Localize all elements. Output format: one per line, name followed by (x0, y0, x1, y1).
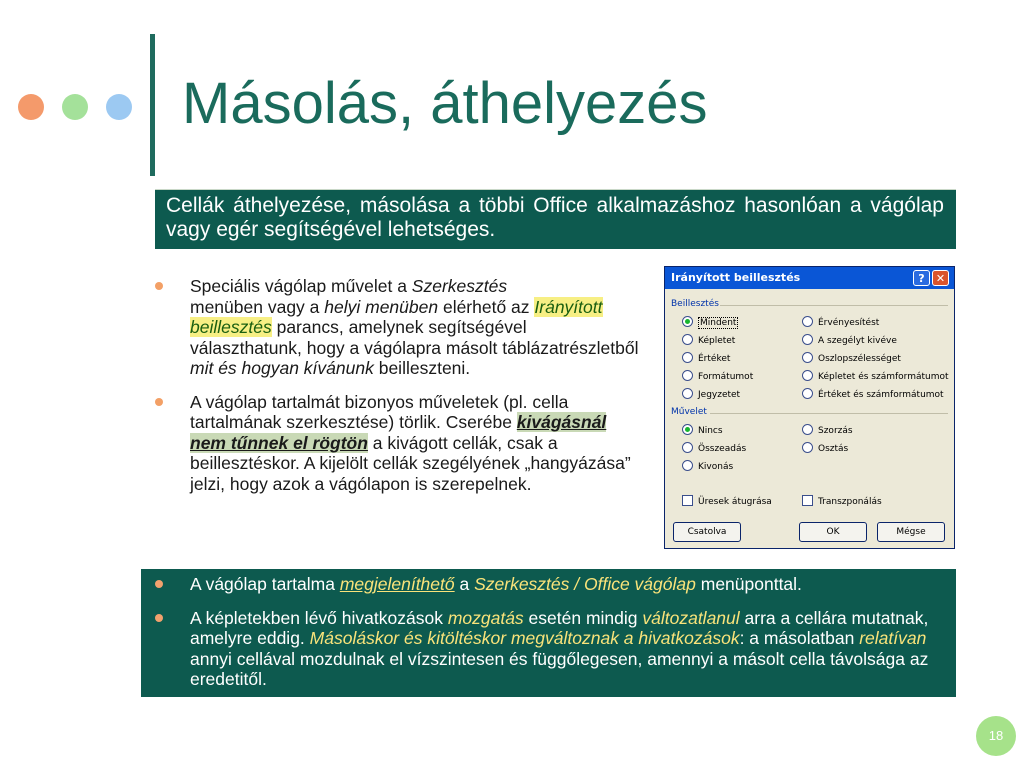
radio-op-multiply[interactable]: Szorzás (802, 424, 853, 436)
list-item: Speciális vágólap művelet a Szerkesztés menüben vagy a helyi menüben elérhető az Irányított beillesztés parancs, amelynek segítségével választhatunk, hogy a vágólapra másolt táblázatrészletből mit és hogyan kívánunk beilleszteni. (153, 276, 643, 379)
highlight-kivagas: kivágásnál nem tűnnek el rögtön (190, 412, 607, 453)
dialog-titlebar: Irányított beillesztés (665, 267, 954, 289)
group-divider (710, 413, 948, 414)
radio-op-divide[interactable]: Osztás (802, 442, 848, 454)
radio-icon (682, 442, 693, 453)
radio-icon (802, 442, 813, 453)
checkbox-icon (682, 495, 693, 506)
list-item: A képletekben lévő hivatkozások mozgatás esetén mindig változatlanul arra a cellára mutatnak, amelyre eddig. Másoláskor és kitöltéskor megváltoznak a hivatkozások: a másolatban relatívan annyi cellával mozdulnak el vízszintesen és függőlegesen, amennyi a másolt cella távolsága az eredetitől. (153, 608, 953, 690)
radio-paste-formulas[interactable]: Képletet (682, 334, 735, 346)
checkbox-skip-blanks[interactable]: Üresek átugrása (682, 495, 772, 507)
bullet-dot-icon (155, 580, 163, 588)
radio-paste-column-widths[interactable]: Oszlopszélességet (802, 352, 901, 364)
decor-dot-blue (106, 94, 132, 120)
bottom-info-box (141, 569, 956, 697)
group-operation-label: Művelet (671, 407, 707, 417)
radio-selected-icon (682, 316, 693, 327)
checkbox-transpose[interactable]: Transzponálás (802, 495, 882, 507)
radio-icon (682, 388, 693, 399)
decor-dot-green (62, 94, 88, 120)
bullet-dot-icon (155, 398, 163, 406)
radio-paste-formulas-numformats[interactable]: Képletet és számformátumot (802, 370, 949, 382)
radio-paste-formats[interactable]: Formátumot (682, 370, 753, 382)
radio-op-add[interactable]: Összeadás (682, 442, 746, 454)
radio-op-none[interactable]: Nincs (682, 424, 723, 436)
close-icon[interactable]: ✕ (932, 270, 949, 286)
checkbox-icon (802, 495, 813, 506)
radio-paste-validation[interactable]: Érvényesítést (802, 316, 879, 328)
slide-title: Másolás, áthelyezés (182, 71, 708, 136)
radio-paste-comments[interactable]: Jegyzetet (682, 388, 740, 400)
bullet-list-upper (153, 276, 643, 494)
ok-button[interactable]: OK (799, 522, 867, 542)
cancel-button[interactable]: Mégse (877, 522, 945, 542)
radio-paste-all[interactable]: Mindent (682, 316, 738, 328)
radio-icon (802, 388, 813, 399)
list-item: A vágólap tartalmát bizonyos műveletek (pl. cella tartalmának szerkesztése) törlik. Cserébe kivágásnál nem tűnnek el rögtön a kivágott cellák, csak a beillesztéskor. A kijelölt cellák szegélyének „hangyázása” jelzi, hogy azok a vágólapon is szerepelnek. (153, 392, 635, 495)
group-divider (720, 305, 948, 306)
radio-selected-icon (682, 424, 693, 435)
bullet-list-lower (153, 574, 953, 690)
intro-box: Cellák áthelyezése, másolása a többi Office alkalmazáshoz hasonlóan a vágólap vagy egér segítségével lehetséges. (155, 189, 956, 249)
radio-icon (802, 334, 813, 345)
bullet-dot-icon (155, 614, 163, 622)
paste-link-button[interactable]: Csatolva (673, 522, 741, 542)
list-item: A vágólap tartalma megjeleníthető a Szerkesztés / Office vágólap menüponttal. (153, 574, 953, 595)
radio-icon (802, 424, 813, 435)
highlight-iranyitott: Irányított beillesztés (190, 296, 603, 337)
radio-paste-values[interactable]: Értéket (682, 352, 730, 364)
radio-paste-no-borders[interactable]: A szegélyt kivéve (802, 334, 897, 346)
radio-icon (802, 316, 813, 327)
group-paste-label: Beillesztés (671, 299, 719, 309)
radio-icon (682, 352, 693, 363)
help-icon[interactable]: ? (913, 270, 930, 286)
decor-dot-orange (18, 94, 44, 120)
radio-op-subtract[interactable]: Kivonás (682, 460, 733, 472)
title-divider (150, 34, 155, 176)
radio-icon (682, 334, 693, 345)
radio-icon (802, 352, 813, 363)
bullet-dot-icon (155, 282, 163, 290)
radio-icon (682, 460, 693, 471)
radio-icon (682, 370, 693, 381)
radio-icon (802, 370, 813, 381)
radio-paste-values-numformats[interactable]: Értéket és számformátumot (802, 388, 944, 400)
page-number-badge: 18 (976, 716, 1016, 756)
paste-special-dialog (664, 266, 955, 549)
